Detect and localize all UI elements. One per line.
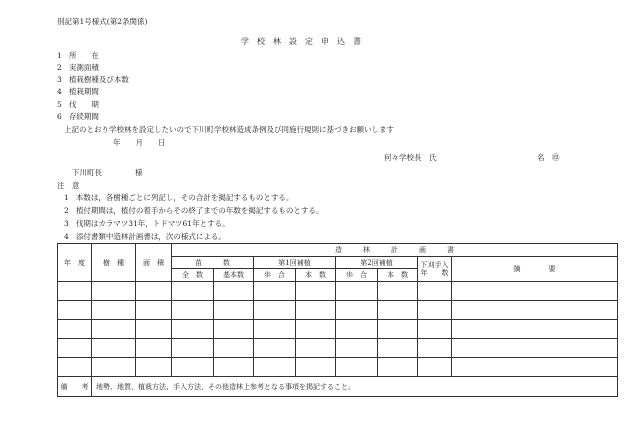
- note-number: 2: [64, 206, 69, 215]
- note-text: 添付書類中造林計画書は，次の様式による。: [75, 232, 226, 241]
- note-text: 植付期間は，植付の着手からその終了までの年数を掲記するものとする。: [75, 206, 324, 215]
- note-item: [64, 193, 293, 202]
- page-title: 学 校 林 設 定 申 込 書: [241, 37, 361, 46]
- list-item: [57, 51, 99, 60]
- item-label: 実測面積: [68, 63, 99, 72]
- item-number: 1: [57, 51, 62, 60]
- table-row: [58, 301, 618, 320]
- notes-heading: 注 意: [57, 181, 80, 190]
- note-number: 1: [64, 193, 69, 202]
- item-label: 植栽樹種及び本数: [68, 75, 129, 84]
- header-mowing-years: [418, 257, 452, 282]
- table-row: [58, 358, 618, 377]
- note-number: 3: [64, 219, 69, 228]
- subheader-rate-1: 歩 合: [254, 269, 296, 282]
- subheader-count-2: 本 数: [378, 269, 418, 282]
- item-label: 伐 期: [68, 100, 99, 109]
- header-refill-2: 第2回補植: [336, 257, 418, 269]
- note-number: 4: [64, 232, 69, 241]
- list-item: [57, 87, 99, 96]
- subheader-rate-2: 歩 合: [336, 269, 378, 282]
- list-item: [57, 100, 99, 109]
- header-remarks: 摘 要: [452, 257, 618, 282]
- header-species: 樹 種: [92, 244, 136, 282]
- statement: 上記のとおり学校林を設定したいので下川町学校林造成条例及び同施行規則に基づきお願いします: [64, 125, 394, 134]
- note-item: [64, 206, 323, 215]
- header-seedlings: 苗 数: [172, 257, 254, 269]
- table-group-title: 造 林 計 画 書: [172, 244, 618, 257]
- item-number: 5: [57, 100, 62, 109]
- header-mowing-label: 下刈手入: [420, 261, 449, 269]
- note-item: [64, 219, 230, 228]
- note-text: 本数は，各樹種ごとに列記し，その合計を掲記するものとする。: [75, 193, 294, 202]
- item-number: 2: [57, 63, 62, 72]
- header-year: 年 度: [58, 244, 92, 282]
- item-label: 存続期間: [68, 112, 99, 121]
- note-text: 伐期はカラマツ31年，トドマツ61年とする。: [75, 219, 230, 228]
- remarks-text: 地勢、地質、植栽方法、手入方法、その他造林上参考となる事項を掲記すること。: [92, 377, 618, 397]
- addressee: 下川町長: [72, 168, 102, 177]
- table-row: [58, 320, 618, 339]
- list-item: [57, 63, 99, 72]
- subheader-base: 基本数: [214, 269, 254, 282]
- header-area: 面 積: [136, 244, 172, 282]
- form-label: 別記第1号様式(第2条関係): [57, 17, 148, 26]
- subheader-count-1: 本 数: [296, 269, 336, 282]
- item-number: 4: [57, 87, 62, 96]
- subheader-total: 全 数: [172, 269, 214, 282]
- date-line: 年 月 日: [113, 138, 166, 147]
- table-row: [58, 339, 618, 358]
- item-number: 6: [57, 112, 62, 121]
- remarks-label: 備 考: [58, 377, 92, 397]
- note-item: [64, 232, 226, 241]
- afforestation-plan-table: [57, 243, 618, 397]
- table-row: [58, 282, 618, 301]
- list-item: [57, 112, 99, 121]
- addressee-suffix: 様: [135, 168, 143, 177]
- item-label: 所 在: [68, 51, 99, 60]
- header-refill-1: 第1回補植: [254, 257, 336, 269]
- item-label: 植栽期間: [68, 87, 99, 96]
- list-item: [57, 75, 129, 84]
- item-number: 3: [57, 75, 62, 84]
- header-years-label: 年 数: [420, 269, 449, 277]
- applicant-name: 名 ㊞: [537, 153, 560, 162]
- applicant: 何々学校長 氏: [384, 153, 437, 162]
